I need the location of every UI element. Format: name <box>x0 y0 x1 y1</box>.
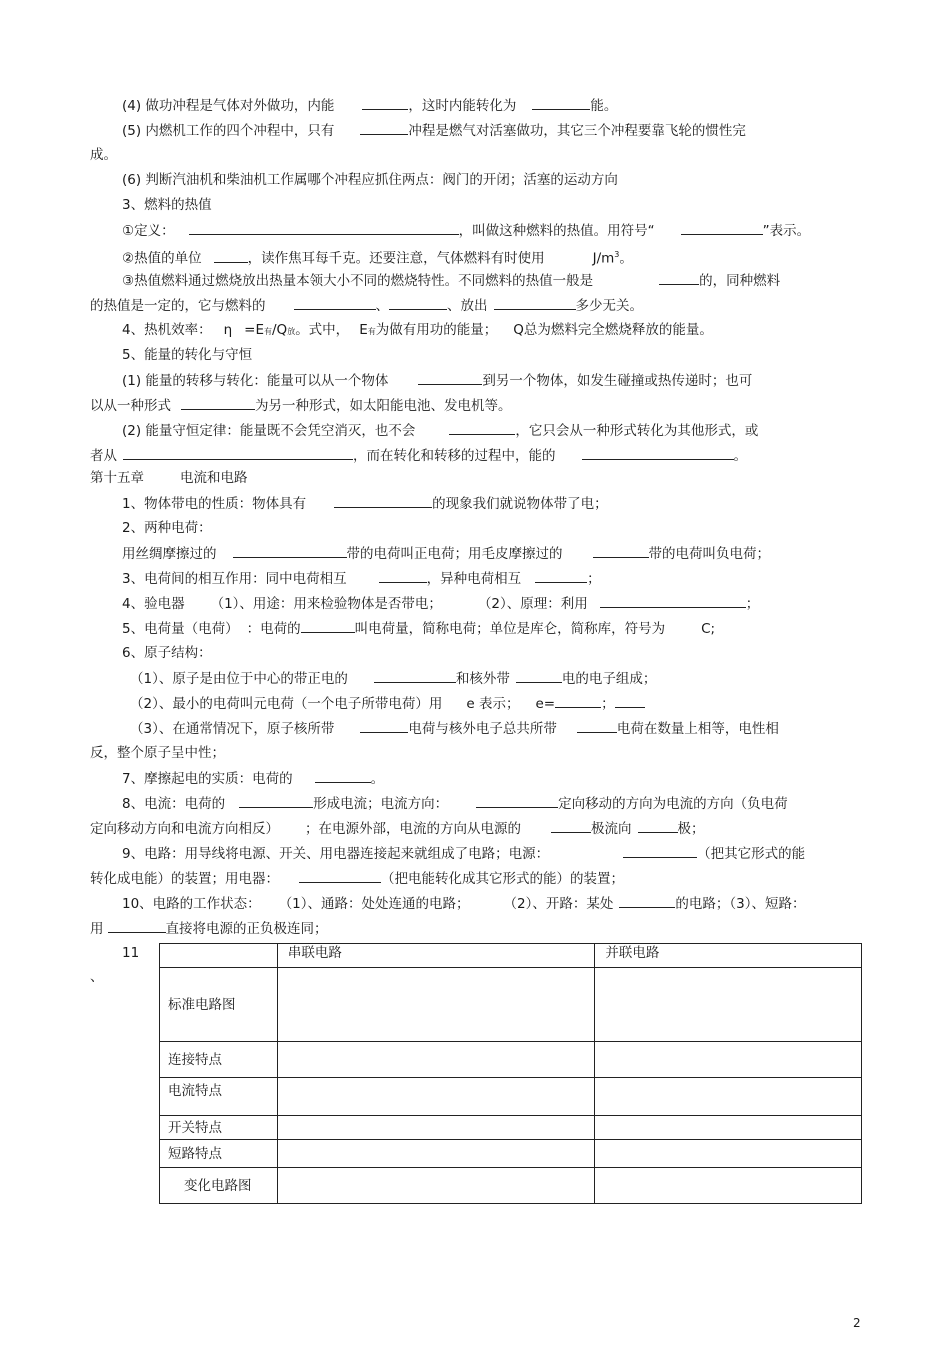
line-characteristic: ③热值燃料通过燃烧放出热量本领大小不同的燃烧特性。不同燃料的热值一般是 的，同种燃料 <box>122 273 781 289</box>
line-four-strokes: (5) 内燃机工作的四个冲程中，只有 冲程是燃气对活塞做功，其它三个冲程要靠飞轮的惯性完 <box>122 123 746 139</box>
table-row <box>160 1168 862 1204</box>
line-current: 8、电流：电荷的 形成电流；电流方向： 定向移动的方向为电流的方向（负电荷 <box>122 796 788 812</box>
answer-cell[interactable] <box>277 968 595 1042</box>
line-atom-3: （3）、在通常情况下，原子核所带 电荷与核外电子总共所带 电荷在数量上相等，电性相 <box>130 721 779 737</box>
blank <box>494 296 576 310</box>
table-row <box>160 1078 862 1116</box>
page-number: 2 <box>853 1316 861 1330</box>
line-unit: ②热值的单位 ，读作焦耳每千克。还要注意，气体燃料有时使用 $J/m^3$。 <box>122 250 633 267</box>
line-friction: 7、摩擦起电的实质：电荷的 。 <box>122 771 385 787</box>
line-work-stroke: (4) 做功冲程是气体对外做功，内能 ，这时内能转化为 能。 <box>122 98 618 114</box>
answer-cell[interactable] <box>277 1042 595 1078</box>
header-series: 串联电路 <box>277 944 595 968</box>
line-efficiency: 4、热机效率： η =E有/Q放。式中， E有为做有用功的能量； Q总为燃料完全燃烧释放的能量。 <box>122 322 713 338</box>
section-energy: 5、能量的转化与守恒 <box>122 347 253 363</box>
row-label: 标准电路图 <box>160 968 278 1042</box>
answer-cell[interactable] <box>277 1078 595 1116</box>
blank <box>299 869 381 883</box>
line-current-direction: 定向移动方向和电流方向相反） ；在电源外部，电流的方向从电源的 极流向 极； <box>90 821 705 837</box>
blank <box>593 544 649 558</box>
line-atom-1: （1）、原子是由位于中心的带正电的 和核外带 电的电子组成； <box>130 671 657 687</box>
row-label: 电流特点 <box>160 1078 278 1116</box>
line-judge-stroke: (6) 判断汽油机和柴油机工作属哪个冲程应抓住两点：阀门的开闭；活塞的运动方向 <box>122 172 618 188</box>
answer-cell[interactable] <box>277 1168 595 1204</box>
answer-cell[interactable] <box>595 1140 862 1168</box>
table-row <box>160 968 862 1042</box>
line-positive-negative: 用丝绸摩擦过的 带的电荷叫正电荷；用毛皮摩擦过的 带的电荷叫负电荷； <box>122 546 770 562</box>
line-neutral: 反，整个原子呈中性； <box>90 745 225 761</box>
blank <box>551 819 591 833</box>
blank <box>181 396 255 410</box>
blank <box>389 296 447 310</box>
blank <box>374 669 456 683</box>
header-cell <box>160 944 278 968</box>
line-charged: 1、物体带电的性质：物体具有 的现象我们就说物体带了电； <box>122 496 608 512</box>
row-label: 连接特点 <box>160 1042 278 1078</box>
blank <box>615 694 645 708</box>
chapter-heading: 第十五章 电流和电路 <box>90 470 248 486</box>
line-definition: ①定义： ，叫做这种燃料的热值。用符号“ ”表示。 <box>122 223 811 239</box>
blank <box>301 619 355 633</box>
answer-cell[interactable] <box>595 1042 862 1078</box>
blank <box>315 769 371 783</box>
blank <box>362 96 408 110</box>
blank <box>535 569 587 583</box>
table-row <box>160 1042 862 1078</box>
blank <box>360 121 408 135</box>
answer-cell[interactable] <box>277 1140 595 1168</box>
line-interaction: 3、电荷间的相互作用：同中电荷相互 ，异种电荷相互 ； <box>122 571 601 587</box>
blank <box>681 221 763 235</box>
blank <box>294 296 376 310</box>
line-energy-form: 以从一种形式 为另一种形式，如太阳能电池、发电机等。 <box>90 398 512 414</box>
line-circuit: 9、电路：用导线将电源、开关、用电器连接起来就组成了电路；电源： （把其它形式的能 <box>122 846 806 862</box>
answer-cell[interactable] <box>595 968 862 1042</box>
blank <box>360 719 408 733</box>
answer-cell[interactable] <box>277 1116 595 1140</box>
blank <box>334 494 432 508</box>
blank <box>239 794 313 808</box>
blank <box>214 249 248 263</box>
line-conservation: (2) 能量守恒定律：能量既不会凭空消灭，也不会 ，它只会从一种形式转化为其他形式，或 <box>122 423 759 439</box>
blank <box>516 669 562 683</box>
line-circuit-states: 10、电路的工作状态： （1）、通路：处处连通的电路； （2）、开路：某处 的电路；（3）、短路： <box>122 896 806 912</box>
blank <box>600 594 746 608</box>
blank <box>418 371 482 385</box>
table-row <box>160 1116 862 1140</box>
blank <box>638 819 678 833</box>
blank <box>619 894 675 908</box>
line-conservation-cont: 者从 ，而在转化和转移的过程中，能的 。 <box>90 448 747 464</box>
blank <box>555 694 601 708</box>
table-header <box>160 944 862 968</box>
blank <box>659 271 699 285</box>
blank <box>189 221 459 235</box>
line-short-circuit: 用 直接将电源的正负极连同； <box>90 921 328 937</box>
answer-cell[interactable] <box>595 1116 862 1140</box>
item-11-mark: 、 <box>90 969 104 985</box>
blank <box>233 544 347 558</box>
blank <box>532 96 590 110</box>
blank <box>108 919 166 933</box>
section-heat-value: 3、燃料的热值 <box>122 197 212 213</box>
blank <box>476 794 558 808</box>
blank <box>449 421 515 435</box>
circuit-comparison-table <box>159 943 862 1204</box>
item-11-number: 11 <box>122 945 140 961</box>
answer-cell[interactable] <box>595 1168 862 1204</box>
line-independent: 的热值是一定的，它与燃料的 、 、放出 多少无关。 <box>90 298 643 314</box>
row-label: 开关特点 <box>160 1116 278 1140</box>
blank <box>623 844 697 858</box>
line-appliance: 转化成电能）的装置；用电器： （把电能转化成其它形式的能）的装置； <box>90 871 624 887</box>
blank <box>582 446 734 460</box>
line-charge-quantity: 5、电荷量（电荷） ：电荷的 叫电荷量，简称电荷；单位是库仑，简称库，符号为 C; <box>122 621 716 637</box>
line-two-charges: 2、两种电荷： <box>122 520 212 536</box>
line-continuation: 成。 <box>90 147 117 163</box>
blank <box>577 719 617 733</box>
answer-cell[interactable] <box>595 1078 862 1116</box>
line-electroscope: 4、验电器 （1）、用途：用来检验物体是否带电； （2）、原理：利用 ； <box>122 596 760 612</box>
table-row <box>160 1140 862 1168</box>
line-energy-transfer: (1) 能量的转移与转化：能量可以从一个物体 到另一个物体，如发生碰撞或热传递时；也可 <box>122 373 753 389</box>
row-label: 变化电路图 <box>160 1168 278 1204</box>
header-parallel: 并联电路 <box>595 944 862 968</box>
line-atom-structure: 6、原子结构： <box>122 645 212 661</box>
line-atom-2: （2）、最小的电荷叫元电荷（一个电子所带电荷）用 e 表示； e= ； <box>0 694 645 713</box>
row-label: 短路特点 <box>160 1140 278 1168</box>
blank <box>379 569 427 583</box>
blank <box>123 446 353 460</box>
